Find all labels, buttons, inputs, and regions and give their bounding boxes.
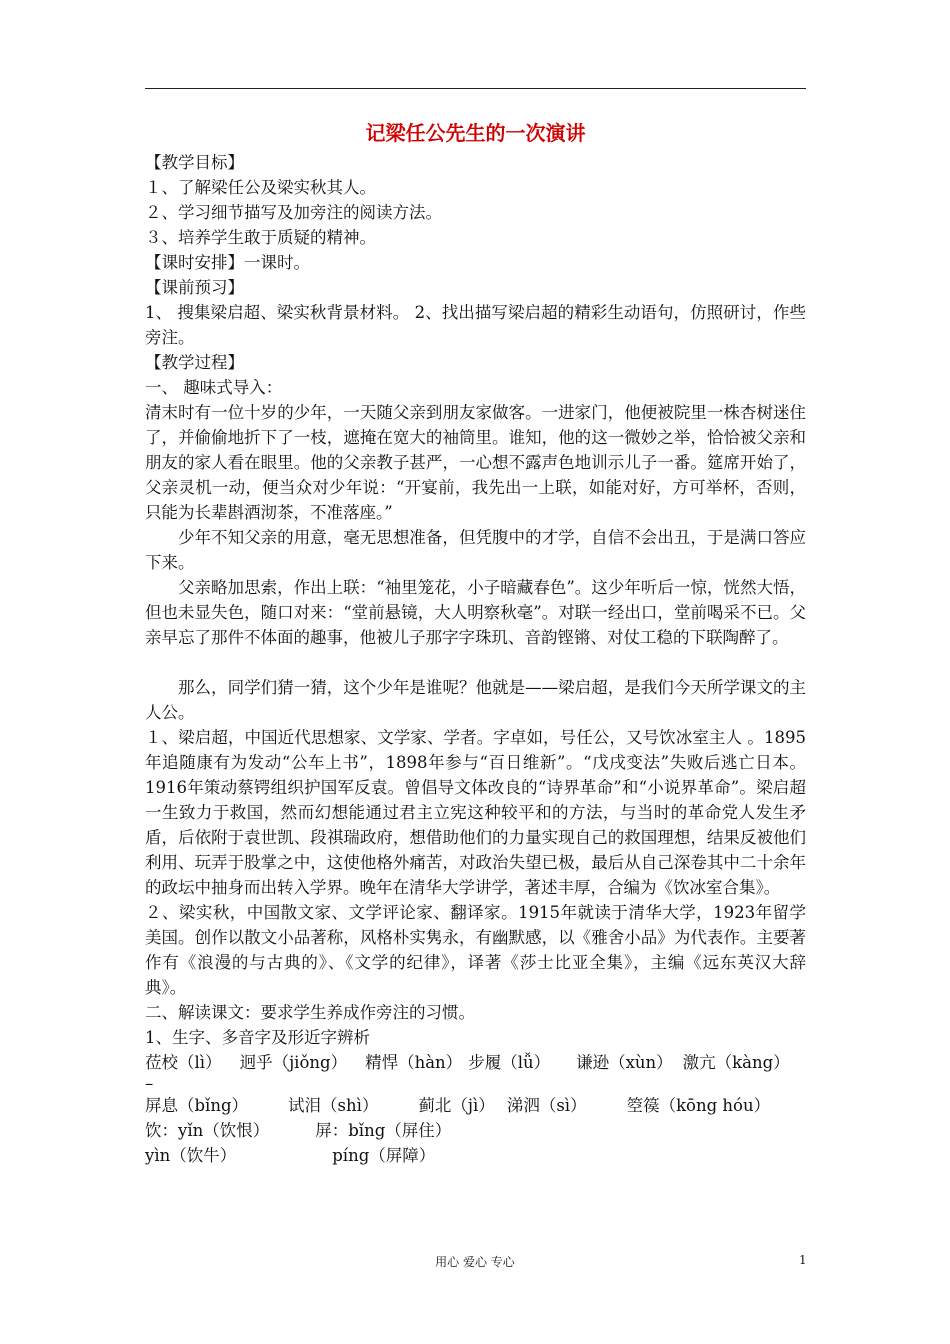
- vocab-item: 涕泗（sì）: [506, 1096, 587, 1115]
- section-2-heading: 二、解读课文：要求学生养成作旁注的习惯。: [145, 1003, 475, 1022]
- story-paragraph-1: 清末时有一位十岁的少年，一天随父亲到朋友家做客。一进家门，他便被院里一株杏树迷住了，并偷偷地折下了一枝，遮掩在宽大的袖筒里。谁知，他的这一微妙之举，恰恰被父亲和朋友的家人看在眼里。他的父亲教子甚严，一心想不露声色地训示儿子一番。筵席开始了，父亲灵机一动，便当众对少年说：“开宴前，我先出一上联，如能对好，方可举杯，否则，只能为长辈斟酒沏茶，不准落座。”: [145, 403, 806, 522]
- vocab-item: 步履（lǚ）: [468, 1053, 551, 1072]
- footer-motto: 用心 爱心 专心: [435, 1255, 515, 1269]
- vocab-row-3: [145, 1118, 806, 1143]
- vocab-item: píng（屏障）: [332, 1146, 436, 1165]
- vocab-row-1: [145, 1050, 806, 1075]
- vocab-item: 箜篌（kōng hóu）: [626, 1096, 771, 1115]
- vocab-heading: 1、生字、多音字及形近字辨析: [145, 1028, 370, 1047]
- vocab-item: 谦逊（xùn）: [576, 1053, 673, 1072]
- blank-line: [145, 650, 806, 675]
- story-paragraph-2: 少年不知父亲的用意，毫无思想准备，但凭腹中的才学，自信不会出丑，于是满口答应下来。: [145, 528, 806, 572]
- vocab-item: 屏：bǐng（屏住）: [315, 1121, 452, 1140]
- preview-text: 1、 搜集梁启超、梁实秋背景材料。 2、找出描写梁启超的精彩生动语句，仿照研讨，作些旁注。: [145, 303, 806, 347]
- story-paragraph-3: 父亲略加思索，作出上联：“袖里笼花，小子暗藏春色”。这少年听后一惊，恍然大悟，但也未显失色，随口对来：“堂前悬镜，大人明察秋毫”。对联一经出口，堂前喝采不已。父亲早忘了那件不体面的趣事，他被儿子那字字珠玑、音韵铿锵、对仗工稳的下联陶醉了。: [145, 578, 806, 647]
- story-paragraph-4: 那么，同学们猜一猜，这个少年是谁呢？他就是——梁启超，是我们今天所学课文的主人公。: [145, 678, 806, 722]
- vocab-item: yìn（饮牛）: [145, 1146, 237, 1165]
- vocab-item: 迥乎（jiǒng）: [239, 1053, 348, 1072]
- bio-liang-shiqiu: ２、梁实秋，中国散文家、文学评论家、翻译家。1915年就读于清华大学，1923年留学美国。创作以散文小品著称，风格朴实隽永，有幽默感，以《雅舍小品》为代表作。主要著作有《浪漫的与古典的》、《文学的纪律》，译著《莎士比亚全集》，主编《远东英汉大辞典》。: [145, 903, 806, 997]
- vocab-item: 蓟北（jì）: [418, 1096, 495, 1115]
- intro-heading: 一、 趣味式导入：: [145, 378, 283, 397]
- document-body: [145, 118, 806, 1168]
- vocab-row-2: [145, 1093, 806, 1118]
- vocab-item: 试泪（shì）: [288, 1096, 379, 1115]
- vocab-item: 饮：yǐn（饮恨）: [145, 1121, 270, 1140]
- vocab-item: 精悍（hàn）: [365, 1053, 463, 1072]
- objective-2: ２、学习细节描写及加旁注的阅读方法。: [145, 203, 442, 222]
- heading-preview: 【课前预习】: [145, 278, 244, 297]
- heading-objectives: 【教学目标】: [145, 153, 244, 172]
- bio-liang-qichao: １、梁启超，中国近代思想家、文学家、学者。字卓如，号任公，又号饮冰室主人 。1895年追随康有为发动“公车上书”，1898年参与“百日维新”。“戊戌变法”失败后逃亡日本。1916年策动蔡锷组织护国军反袁。曾倡导文体改良的“诗界革命”和“小说界革命”。梁启超一生致力于救国，然而幻想能通过君主立宪这种较平和的方法，与当时的革命党人发生矛盾，后依附于袁世凯、段祺瑞政府，想借助他们的力量实现自己的救国理想，结果反被他们利用、玩弄于股掌之中，这使他格外痛苦，对政治失望已极，最后从自己深卷其中二十余年的政坛中抽身而出转入学界。晚年在清华大学讲学，著述丰厚，合编为《饮冰室合集》。: [145, 728, 806, 897]
- objective-3: ３、培养学生敢于质疑的精神。: [145, 228, 376, 247]
- page-title: 记梁任公先生的一次演讲: [365, 121, 586, 145]
- vocab-row-4: [145, 1143, 806, 1168]
- objective-1: １、了解梁任公及梁实秋其人。: [145, 178, 376, 197]
- header-rule: [145, 88, 806, 89]
- schedule-line: 【课时安排】一课时。: [145, 253, 310, 272]
- vocab-dash: –: [145, 1074, 154, 1093]
- vocab-item: 莅校（lì）: [145, 1053, 222, 1072]
- heading-process: 【教学过程】: [145, 353, 244, 372]
- vocab-item: 激亢（kàng）: [682, 1053, 790, 1072]
- page-number: 1: [799, 1253, 807, 1267]
- vocab-item: 屏息（bǐng）: [145, 1096, 249, 1115]
